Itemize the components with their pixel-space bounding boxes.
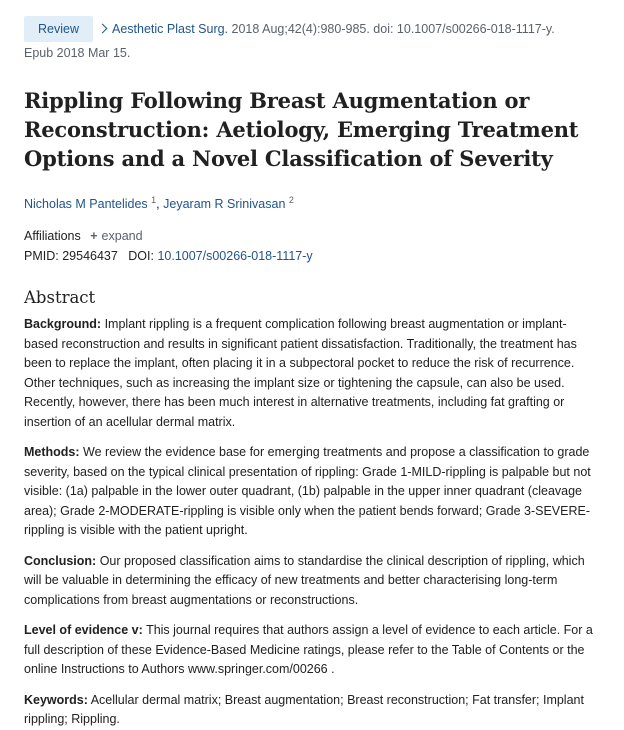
section-label: Level of evidence v: (24, 623, 143, 637)
section-text: Our proposed classification aims to standardise the clinical description of rippling, which will be valuable in determining the efficacy of new treatments and better characterising long-term complications from breast augmentations or reconstructions. (24, 553, 585, 607)
expand-affiliations-button[interactable] (90, 229, 142, 243)
pmid-label: PMID: (24, 249, 59, 263)
section-text: We review the evidence base for emerging treatments and propose a classification to grade severity, based on the typical clinical presentation of rippling: Grade 1-MILD-rippling is palpable but not visible: (1a) palpable in the lower outer quadrant, (1b) palpable in the upper inner quadrant (cleavage area); Grade 2-MODERATE-rippling is visible only when the patient bends forward; Grade 3-SEVERE-rippling is visible with the patient upright. (24, 445, 591, 537)
section-text: Implant rippling is a frequent complication following breast augmentation or implant-based reconstruction and results in significant patient dissatisfaction. Traditionally, the treatment has been to replace the implant, often placing it in a subpectoral pocket to reduce the risk of recurrence. Other techniques, such as increasing the implant size or tightening the capsule, can also be used. Recently, however, there has been much interest in alternative treatments, including fat grafting or insertion of an acellular dermal matrix. (24, 317, 577, 429)
doi-label: DOI: (128, 249, 154, 263)
author-affiliation-ref[interactable]: 2 (288, 195, 294, 205)
identifiers-row (24, 246, 600, 266)
chevron-right-icon (98, 24, 108, 34)
abstract-conclusion (24, 552, 600, 611)
section-text: This journal requires that authors assign a level of evidence to each article. For a full description of these Evidence-Based Medicine ratings, please refer to the Table of Contents or the online Instructions to Authors www.springer.com/00266 . (24, 623, 593, 676)
author-list: Nicholas M Pantelides $^1$, Jeyaram R Srinivasan $^2$ (24, 195, 294, 211)
epub-date: Epub 2018 Mar 15. (24, 46, 131, 60)
citation-details: 2018 Aug;42(4):980-985. doi: 10.1007/s00266-018-1117-y. (231, 22, 555, 36)
author-link[interactable]: Jeyaram R Srinivasan (163, 197, 286, 211)
expand-label: expand (101, 229, 143, 243)
affiliations-row (24, 226, 600, 246)
affiliations-label: Affiliations (24, 229, 81, 243)
abstract-methods (24, 443, 600, 541)
abstract-level-of-evidence (24, 621, 600, 680)
citation-line (24, 16, 600, 64)
keywords-label: Keywords: (24, 692, 88, 707)
section-label: Conclusion: (24, 553, 97, 568)
author-link[interactable]: Nicholas M Pantelides (24, 197, 148, 211)
article-title: Rippling Following Breast Augmentation or Reconstruction: Aetiology, Emerging Treatment Options and a Novel Classification of Severity (24, 88, 579, 171)
author-affiliation-ref[interactable]: 1 (151, 195, 157, 205)
plus-icon: + (90, 229, 98, 243)
keywords-text: Acellular dermal matrix; Breast augmentation; Breast reconstruction; Fat transfer; Implant rippling; Rippling. (24, 692, 584, 726)
section-label: Methods: (24, 445, 80, 459)
section-label: Background: (24, 317, 102, 331)
abstract-background (24, 315, 600, 432)
pmid-value: 29546437 (62, 249, 118, 263)
journal-link[interactable]: Aesthetic Plast Surg. (112, 22, 229, 36)
abstract-heading: Abstract (24, 288, 96, 307)
doi-link[interactable]: 10.1007/s00266-018-1117-y (157, 249, 313, 263)
review-badge: Review (24, 16, 93, 42)
